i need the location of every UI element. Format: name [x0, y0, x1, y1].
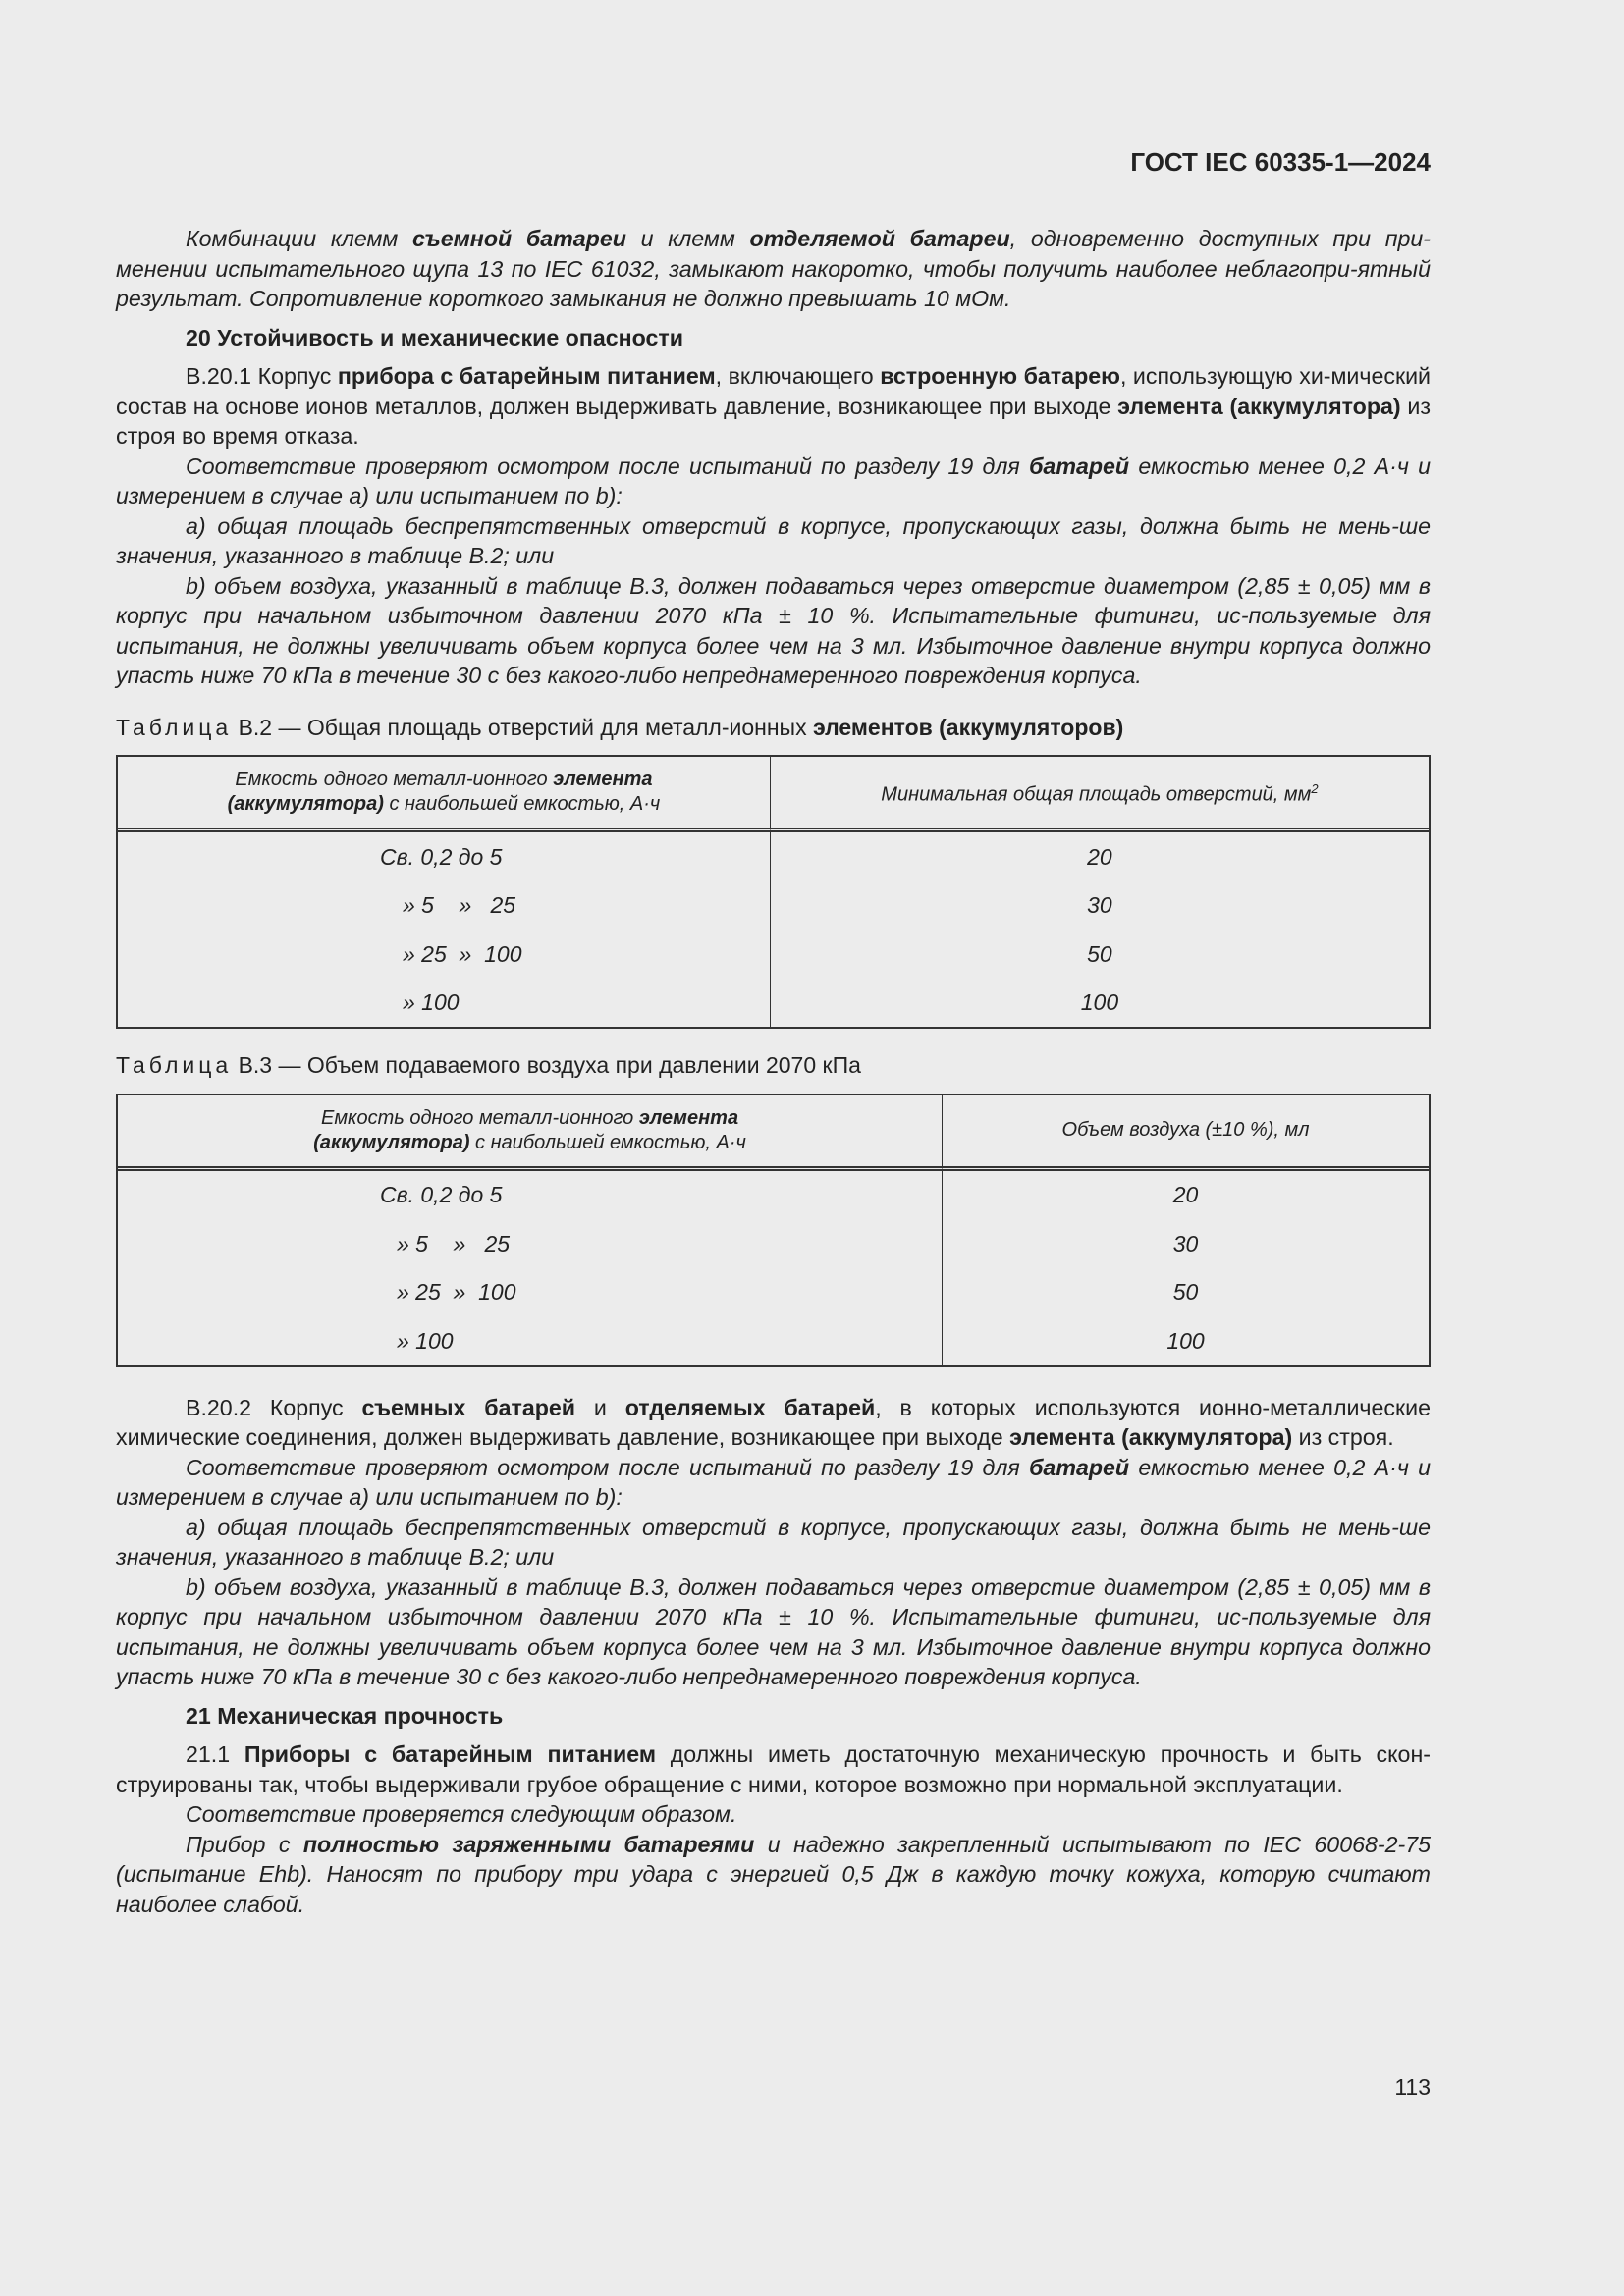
- text: B.20.2 Корпус: [186, 1394, 362, 1420]
- term: элемента: [553, 769, 653, 790]
- table-b3: [116, 1094, 1431, 1367]
- text: Комбинации клемм: [186, 226, 413, 251]
- cell-volume: 100: [1166, 1327, 1205, 1354]
- table-row: [118, 1268, 1429, 1317]
- table-row: [118, 930, 1429, 979]
- clause-b20-2: [116, 1393, 1431, 1453]
- compliance-21-1: Соответствие проверяется следующим образом.: [186, 1801, 737, 1827]
- page-content: [116, 224, 1431, 1919]
- cell-area: 20: [1087, 843, 1112, 870]
- compliance-b20-2: [116, 1453, 1431, 1513]
- document-code-header: ГОСТ IEC 60335-1—2024: [1130, 147, 1431, 177]
- text: , использующую хи-мический состав на основе ионов металлов, должен выдерживать давление, возникающее при выходе: [116, 363, 1432, 419]
- column-header-capacity: [118, 1095, 943, 1171]
- item-b-b20-2: b) объем воздуха, указанный в таблице B.3, должен подаваться через отверстие диаметром (2,85 ± 0,05) мм в корпус при начальном избыточном давлении 2070 кПа ± 10 %. Испытательные фитинги, ис-пользуемые для испытания, не должны увеличивать объем корпуса более чем на 3 мл. Избыточное давление внутри корпуса должно упасть ниже 70 кПа в течение 30 с без какого-либо непреднамеренного повреждения корпуса.: [116, 1574, 1431, 1689]
- term: (аккумулятора): [313, 1131, 470, 1153]
- text: Емкость одного металл-ионного: [235, 769, 554, 790]
- caption-text: B.2 — Общая площадь отверстий для металл-ионных: [232, 714, 813, 740]
- cell-volume: 30: [1172, 1230, 1199, 1256]
- cell-volume: 20: [1172, 1182, 1199, 1207]
- text: , включающего: [715, 363, 881, 389]
- text: Емкость одного металл-ионного: [320, 1106, 639, 1129]
- paragraph-terminals: [116, 224, 1431, 314]
- text: 21.1: [186, 1741, 244, 1767]
- table-b2: [116, 755, 1431, 1029]
- cell-area: 100: [1080, 989, 1119, 1015]
- table-b2-caption: [116, 713, 1431, 743]
- text: , в которых используются ионно-металлические химические соединения, должен выдерживать давление, возникающее при выходе: [116, 1394, 1431, 1450]
- cell-capacity: » 5 » 25: [118, 1219, 943, 1268]
- term: встроенную батарею: [880, 363, 1120, 389]
- table-row: [118, 979, 1429, 1028]
- column-header-area: [771, 757, 1429, 832]
- cell-capacity: Св. 0,2 до 5: [118, 1171, 943, 1220]
- term: элемента: [638, 1106, 739, 1129]
- text: и надежно закрепленный испытывают по IEC 60068-2-75 (испытание Ehb). Наносят по прибору три удара с энергией 0,5 Дж в каждую точку кожуха, которую считают наиболее слабой.: [116, 1831, 1432, 1917]
- text: Минимальная общая площадь отверстий, мм: [881, 783, 1312, 806]
- text: Соответствие проверяют осмотром после испытаний по разделу 19 для: [186, 1454, 1030, 1480]
- text: должны иметь достаточную механическую прочность и быть скон-струированы так, чтобы выдерживали грубое обращение с ними, которое возможно при нормальной эксплуатации.: [116, 1741, 1431, 1797]
- term: Приборы с батарейным питанием: [244, 1741, 656, 1767]
- text: емкостью менее 0,2 А·ч и измерением в случае a) или испытанием по b):: [116, 1454, 1431, 1510]
- text: из строя.: [1292, 1424, 1394, 1450]
- term: батарей: [1029, 1454, 1130, 1480]
- item-a-b20-2: a) общая площадь беспрепятственных отверстий в корпусе, пропускающих газы, должна быть не мень-ше значения, указанного в таблице B.2; или: [116, 1514, 1431, 1570]
- cell-capacity: » 25 » 100: [118, 1268, 943, 1317]
- term: съемных батарей: [361, 1394, 576, 1420]
- text: с наибольшей емкостью, А·ч: [383, 793, 661, 815]
- cell-area: 30: [1087, 892, 1112, 918]
- cell-capacity: » 25 » 100: [118, 930, 771, 979]
- cell-capacity: » 5 » 25: [118, 881, 771, 931]
- table-row: [118, 1219, 1429, 1268]
- table-b3-caption: [116, 1050, 1431, 1081]
- compliance-b20-1: [116, 452, 1431, 511]
- term-detachable-battery: отделяемой батареи: [749, 226, 1010, 251]
- table-label: Таблица: [116, 714, 233, 740]
- heading-text: 20 Устойчивость и механические опасности: [186, 324, 683, 350]
- term-removable-battery: съемной батареи: [412, 226, 626, 251]
- page-number: 113: [1394, 2074, 1431, 2100]
- column-header-capacity: [118, 757, 771, 832]
- term: прибора с батарейным питанием: [337, 363, 716, 389]
- term: (аккумулятора): [227, 793, 384, 815]
- test-description-21-1: [116, 1830, 1431, 1920]
- section-21-heading: [116, 1701, 1431, 1732]
- clause-21-1: [116, 1739, 1431, 1799]
- section-20-heading: [116, 323, 1431, 353]
- text: B.20.1 Корпус: [186, 363, 338, 389]
- term: полностью заряженными батареями: [302, 1831, 755, 1857]
- caption-text: B.3 — Объем подаваемого воздуха при давлении 2070 кПа: [232, 1052, 861, 1078]
- table-header-row: [118, 1095, 1429, 1171]
- text: Прибор с: [186, 1831, 303, 1857]
- cell-volume: 50: [1172, 1279, 1199, 1305]
- clause-b20-1: [116, 361, 1431, 452]
- cell-capacity: » 100: [118, 1316, 943, 1365]
- text: из строя во время отказа.: [116, 393, 1431, 449]
- text: , одновременно доступных при при-менении испытательного щупа 13 по IEC 61032, замыкают накоротко, чтобы получить наиболее неблагопри-ятный результат. Сопротивление короткого замыкания не должно превышать 10 мОм.: [116, 226, 1431, 311]
- term: батарей: [1029, 453, 1130, 479]
- cell-capacity: » 100: [118, 979, 771, 1028]
- cell-capacity: Св. 0,2 до 5: [118, 832, 771, 881]
- table-row: [118, 1316, 1429, 1365]
- superscript: 2: [1311, 781, 1319, 797]
- table-header-row: [118, 757, 1429, 832]
- text: емкостью менее 0,2 А·ч и измерением в случае a) или испытанием по b):: [116, 453, 1431, 508]
- table-row: [118, 832, 1429, 881]
- caption-term: элементов (аккумуляторов): [812, 714, 1124, 740]
- table-row: [118, 881, 1429, 931]
- column-header-air-volume: Объем воздуха (±10 %), мл: [943, 1095, 1429, 1171]
- text: и клемм: [625, 226, 750, 251]
- text: с наибольшей емкостью, А·ч: [469, 1131, 746, 1153]
- text: Соответствие проверяют осмотром после испытаний по разделу 19 для: [186, 453, 1030, 479]
- heading-text: 21 Механическая прочность: [186, 1702, 504, 1729]
- item-b-b20-1: b) объем воздуха, указанный в таблице B.3, должен подаваться через отверстие диаметром (2,85 ± 0,05) мм в корпус при начальном избыточном давлении 2070 кПа ± 10 %. Испытательные фитинги, ис-пользуемые для испытания, не должны увеличивать объем корпуса более чем на 3 мл. Избыточное давление внутри корпуса должно упасть ниже 70 кПа в течение 30 с без какого-либо непреднамеренного повреждения корпуса.: [116, 572, 1431, 688]
- cell-area: 50: [1087, 940, 1112, 967]
- term: отделяемых батарей: [624, 1394, 876, 1420]
- table-row: [118, 1171, 1429, 1220]
- item-a-b20-1: a) общая площадь беспрепятственных отверстий в корпусе, пропускающих газы, должна быть не мень-ше значения, указанного в таблице B.2; или: [116, 512, 1431, 568]
- table-label: Таблица: [116, 1052, 233, 1078]
- term: элемента (аккумулятора): [1117, 393, 1401, 419]
- text: и: [575, 1394, 625, 1420]
- term: элемента (аккумулятора): [1009, 1424, 1293, 1450]
